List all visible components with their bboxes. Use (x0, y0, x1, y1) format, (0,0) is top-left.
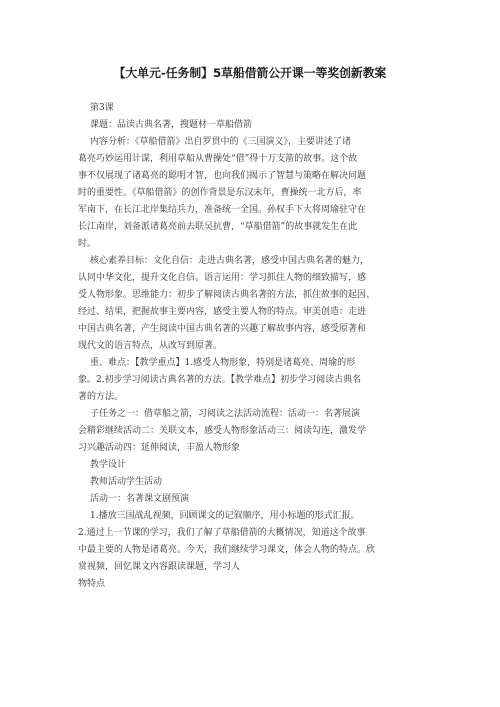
text-line: 经过、结果，把握故事主要内容，感受主要人物的特点。审美创造：走进 (78, 307, 367, 317)
text-line: 象。2.初步学习阅读古典名著的方法。【教学难点】初步学习阅读古典名 (78, 375, 362, 385)
text-line: 重、难点：【教学重点】1.感受人物形象，特别是诸葛亮、周瑜的形 (90, 358, 356, 368)
text-line: 内容分析：《草船借箭》出自罗贯中的《三国演义》，主要讲述了诸 (90, 137, 352, 147)
text-line: 会精彩继续活动二：关联文本，感受人物形象活动三：阅读勾连，激发学 (78, 426, 367, 436)
text-line: 时。 (78, 239, 97, 249)
text-line: 活动一：名著课文剧预演 (90, 494, 190, 504)
text-line: 中国古典名著，产生阅读中国古典名著的兴趣了解故事内容，感受原著和 (78, 324, 367, 334)
text-line: 事不仅展现了诸葛亮的聪明才智，也向我们揭示了智慧与策略在解决问题 (78, 171, 367, 181)
text-line: 葛亮巧妙运用计谋，利用草船从曹操处“借”得十万支箭的故事。这个故 (78, 154, 358, 164)
text-line: 受人物形象。思维能力：初步了解阅读古典名著的方法，抓住故事的起因、 (78, 290, 376, 300)
text-line: 认同中华文化，提升文化自信。语言运用：学习抓住人物的细致描写，感 (78, 273, 367, 283)
text-line: 课题：品读古典名著，搜题材一草船借箭 (90, 120, 253, 130)
text-line: 中最主要的人物是诸葛亮。今天，我们继续学习课文，体会人物的特点。欣 (78, 545, 376, 555)
text-line: 1.播放三国战乱视频，回顾课文的记叙顺序，用小标题的形式汇报。 (90, 511, 360, 521)
text-line: 现代文的语言特点，从改写到原著。 (78, 341, 223, 351)
text-line: 核心素养目标：文化自信：走进古典名著，感受中国古典名著的魅力， (90, 256, 370, 266)
text-line: 长江南岸，刘备派诸葛亮前去联吴抗曹，“草船借箭”的故事就发生在此 (78, 222, 358, 232)
text-line: 物特点 (78, 579, 106, 589)
document-body (78, 100, 430, 593)
text-line: 著的方法。 (78, 392, 124, 402)
page-title: 【大单元-任务制】5草船借箭公开课一等奖创新教案 (113, 66, 387, 80)
text-line: 军南下，在长江北岸集结兵力，准备统一全国。孙权手下大将周瑜驻守在 (78, 205, 367, 215)
text-line: 第3课 (90, 103, 114, 113)
text-line: 教师活动学生活动 (90, 477, 163, 487)
text-line: 习兴趣活动四：延伸阅读，丰盈人物形象 (78, 443, 241, 453)
text-line: 赏视频，回忆课文内容跟读课题，学习人 (78, 562, 241, 572)
text-line: 子任务之一：借草船之箭，习阅读之法活动流程：活动一：名著展演 (90, 409, 361, 419)
text-line: 2.通过上一节课的学习，我们了解了草船借箭的大概情况，知道这个故事 (78, 528, 366, 538)
text-line: 时的重要性。《草船借箭》的创作背景是东汉末年，曹操统一北方后，率 (78, 188, 362, 198)
text-line: 教学设计 (90, 460, 127, 470)
